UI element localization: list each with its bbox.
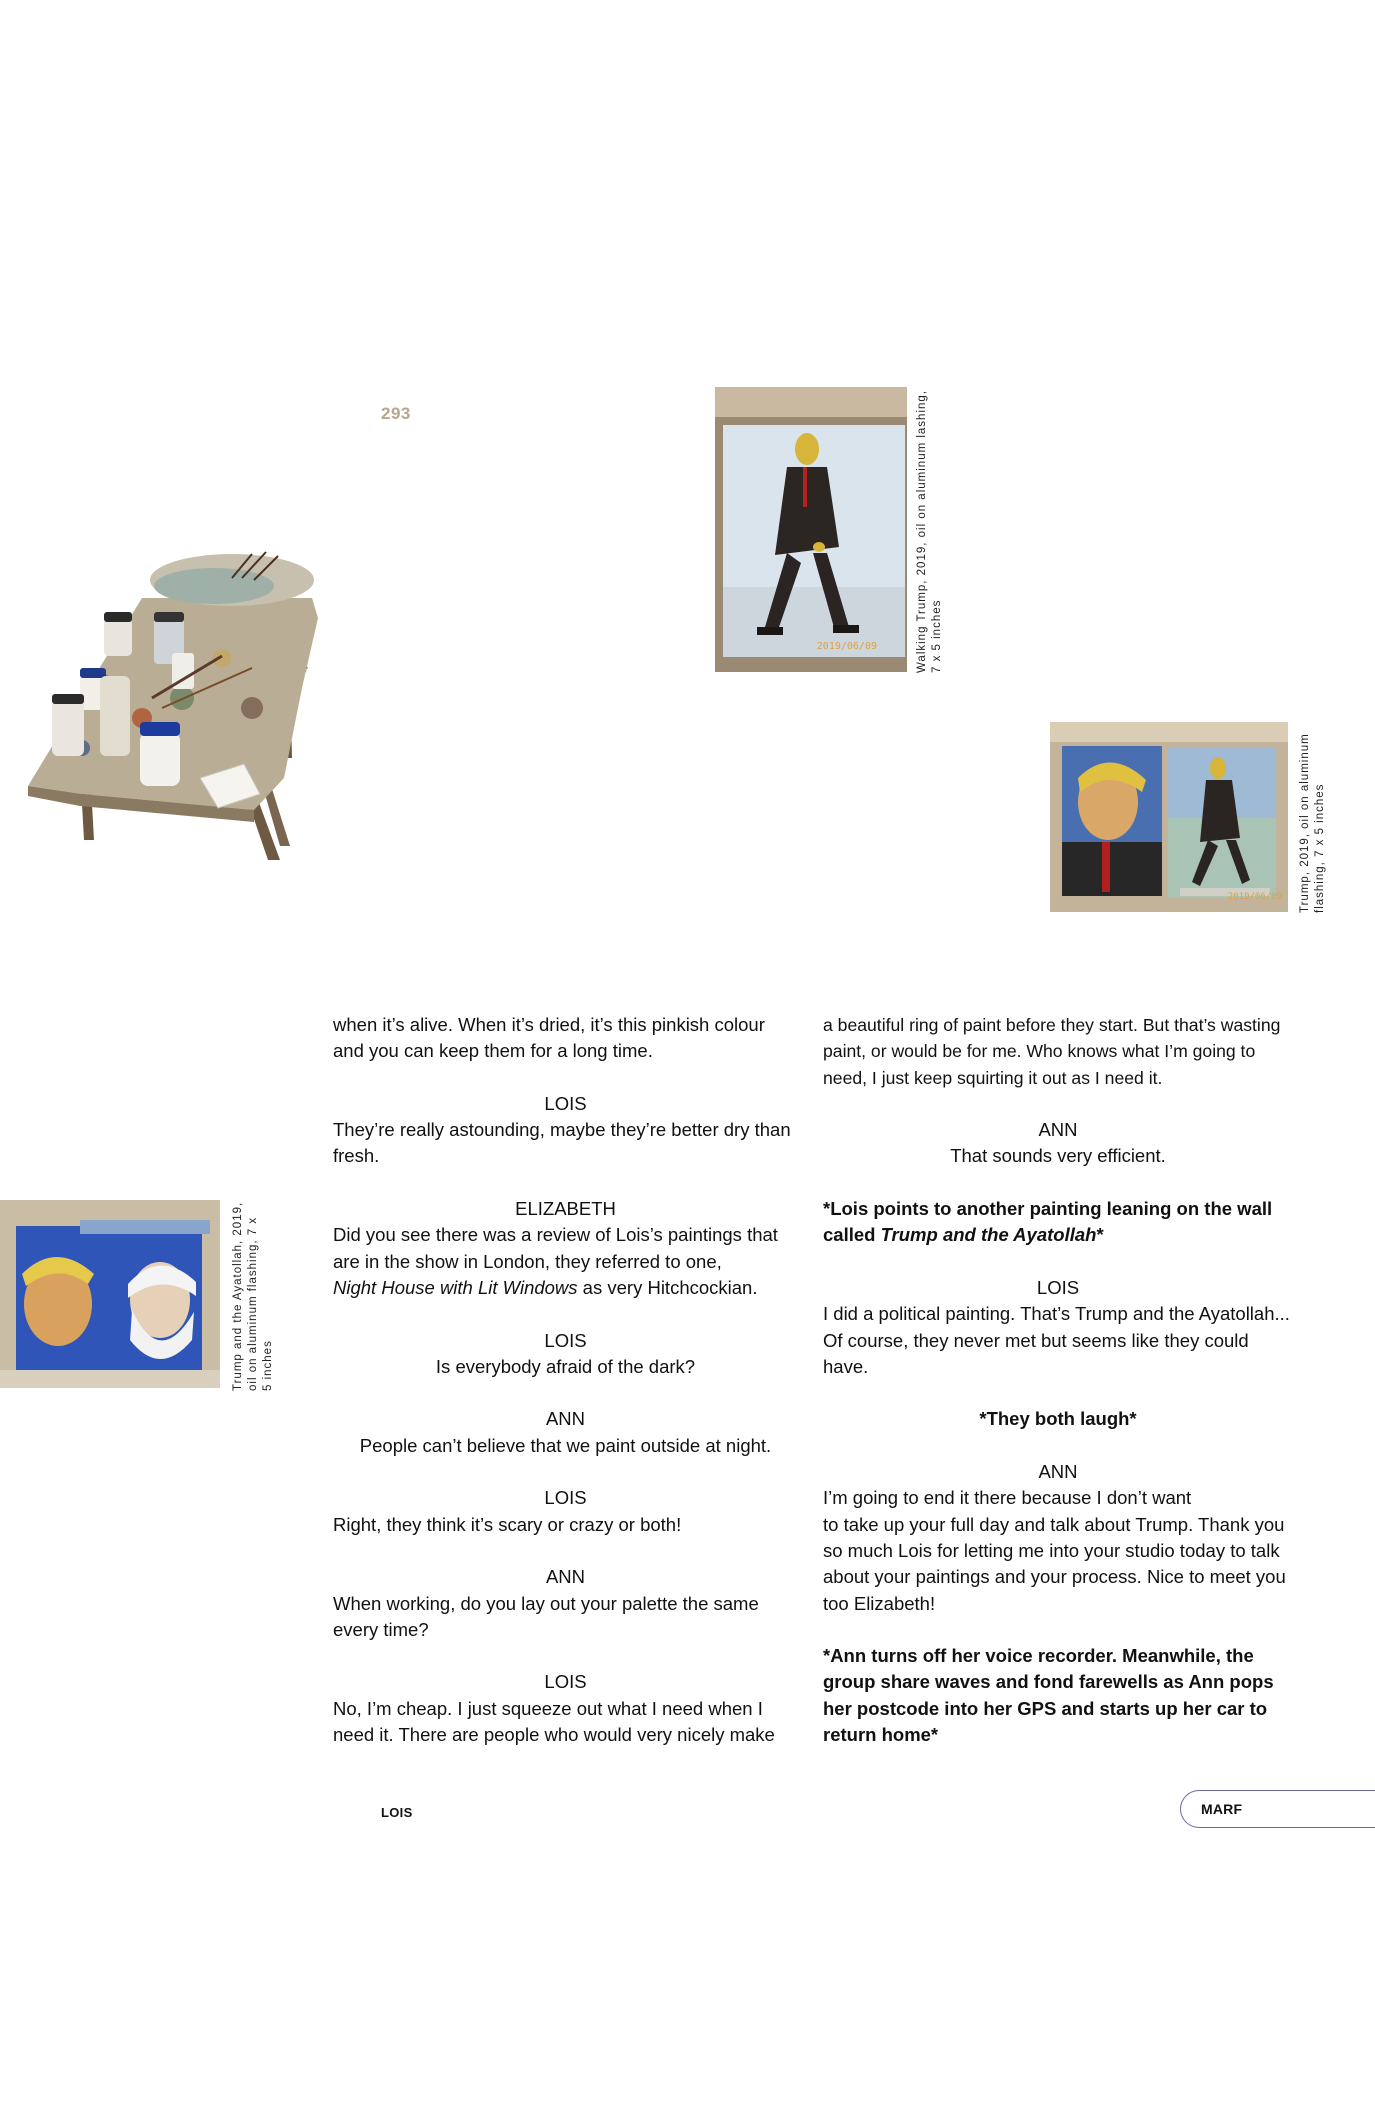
speaker-name: LOIS [544,1487,587,1509]
interview-left-column [333,1012,798,1748]
stage-direction-end: * [1096,1224,1104,1246]
speaker-name: ELIZABETH [515,1198,616,1220]
ayatollah-photo [0,1200,220,1388]
caption-line: 5 inches [262,1340,274,1391]
caption-line: Trump, 2019, oil on aluminum [1299,733,1311,913]
dialogue-text: They’re really astounding, maybe they’re better dry than fresh. [333,1119,791,1167]
speaker-name: LOIS [544,1329,587,1351]
dialogue-text: People can’t believe that we paint outside at night. [359,1434,772,1456]
trump-diptych-photo [1050,722,1288,912]
speaker-name: ANN [1038,1119,1078,1141]
dialogue-text: Is everybody afraid of the dark? [435,1355,696,1377]
caption-line: oil on aluminum flashing, 7 x [247,1216,259,1391]
stage-direction: *Ann turns off her voice recorder. Meanwhile, the group share waves and fond farewells as Ann pops her postcode into her GPS and starts up her car to return home* [823,1645,1274,1746]
dialogue-text [333,1275,798,1301]
dialogue-text: When working, do you lay out your palette the same every time? [333,1592,759,1640]
caption-line: flashing, 7 x 5 inches [1314,783,1326,913]
walking-trump-caption [915,390,945,673]
interview-right-column [823,1012,1293,1748]
photo-date-stamp: 2019/06/09 [1227,892,1282,902]
caption-line: 7 x 5 inches [931,599,943,673]
dialogue-text: to take up your full day and talk about Trump. Thank you so much Lois for letting me into your studio today to talk about your paintings and your process. Nice to meet you too Elizabeth! [823,1513,1286,1614]
palette-table-photo [22,548,318,866]
dialogue-text: when it’s alive. When it’s dried, it’s this pinkish colour and you can keep them for a long time. [333,1014,765,1062]
photo-date-stamp: 2019/06/09 [816,641,877,652]
walking-trump-photo [715,387,907,672]
dialogue-text: I did a political painting. That’s Trump and the Ayatollah... Of course, they never met but seems like they could have. [823,1303,1290,1377]
page-number: 293 [381,404,411,423]
footer-magazine-tab [1180,1790,1375,1828]
dialogue-text: No, I’m cheap. I just squeeze out what I need when I need it. There are people who would very nicely make [333,1697,775,1746]
speaker-name: LOIS [544,1671,587,1693]
speaker-name: ANN [1038,1461,1078,1483]
stage-direction [823,1196,1293,1249]
speaker-name: LOIS [544,1092,587,1114]
speaker-name: ANN [545,1566,586,1588]
dialogue-text: I’m going to end it there because I don’t want [823,1487,1192,1509]
painting-title: Night House with Lit Windows [333,1276,578,1298]
stage-direction: *They both laugh* [979,1408,1137,1430]
caption-line: Walking Trump, 2019, oil on aluminum lashing, [916,390,928,673]
stage-direction-text: *Lois points to another painting leaning on the wall called [823,1198,1273,1246]
trump-caption [1298,733,1328,913]
dialogue-text: a beautiful ring of paint before they start. But that’s wasting paint, or would be for me. Who knows what I’m going to need, I just keep squirting it out as I need it. [823,1015,1281,1088]
speaker-name: ANN [545,1408,586,1430]
magazine-name: MARF [1201,1801,1243,1817]
dialogue-text: Right, they think it’s scary or crazy or both! [333,1513,682,1535]
dialogue-text-rest: as very Hitchcockian. [577,1276,758,1298]
caption-line: Trump and the Ayatollah, 2019, [232,1201,244,1391]
painting-title: Trump and the Ayatollah [880,1224,1097,1246]
dialogue-text: Did you see there was a review of Lois’s paintings that are in the show in London, they referred to one, [333,1224,778,1272]
ayatollah-caption [231,1202,276,1391]
dialogue-text: That sounds very efficient. [950,1145,1166,1167]
speaker-name: LOIS [1036,1276,1080,1298]
footer-running-title: LOIS [381,1805,413,1820]
